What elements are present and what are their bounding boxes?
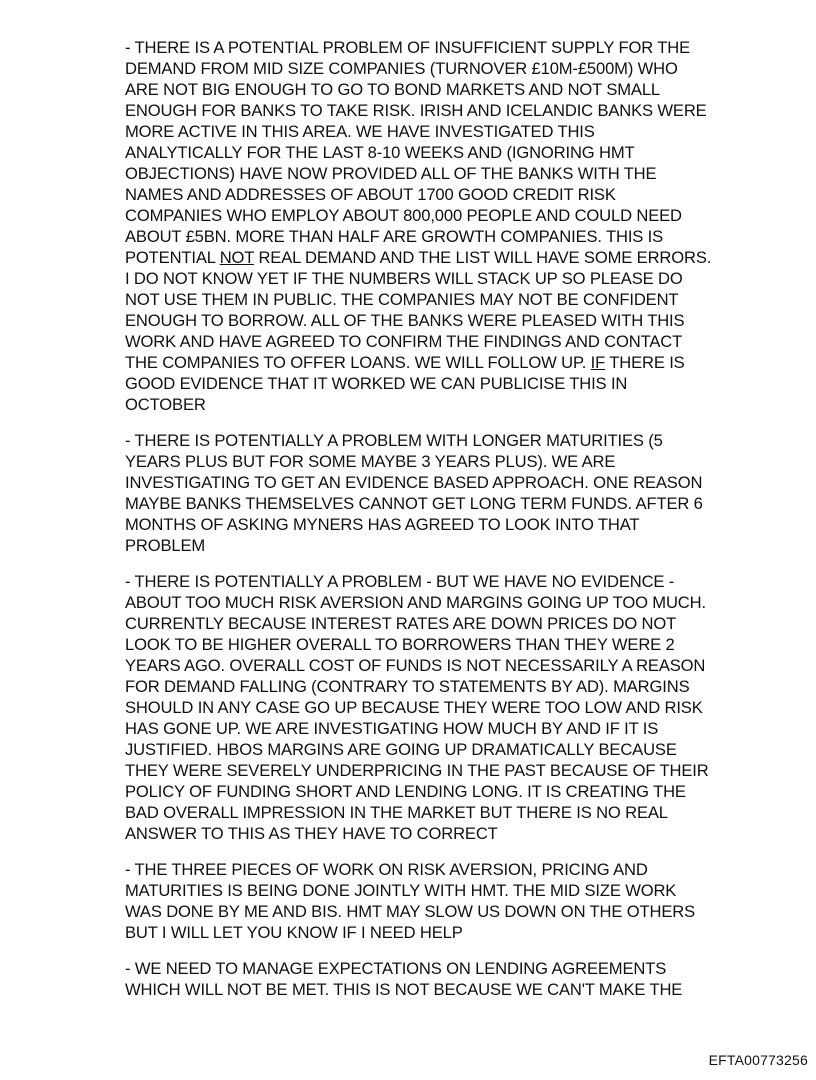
text-segment: POTENTIAL — [125, 248, 220, 267]
paragraph-joint-work-hmt — [125, 859, 785, 943]
text-line: NOT USE THEM IN PUBLIC. THE COMPANIES MAY NOT BE CONFIDENT — [125, 290, 679, 309]
text-line: JUSTIFIED. HBOS MARGINS ARE GOING UP DRAMATICALLY BECAUSE — [125, 740, 677, 759]
text-line: ENOUGH TO BORROW. ALL OF THE BANKS WERE PLEASED WITH THIS — [125, 311, 685, 330]
text-line: ABOUT £5BN. MORE THAN HALF ARE GROWTH COMPANIES. THIS IS — [125, 227, 664, 246]
text-line: WAS DONE BY ME AND BIS. HMT MAY SLOW US DOWN ON THE OTHERS — [125, 902, 696, 921]
text-segment: THERE IS — [605, 353, 685, 372]
text-line: INVESTIGATING TO GET AN EVIDENCE BASED APPROACH. ONE REASON — [125, 473, 703, 492]
text-line: COMPANIES WHO EMPLOY ABOUT 800,000 PEOPLE AND COULD NEED — [125, 206, 682, 225]
text-line: OCTOBER — [125, 395, 206, 414]
paragraph-risk-aversion — [125, 571, 785, 844]
text-line: OBJECTIONS) HAVE NOW PROVIDED ALL OF THE BANKS WITH THE — [125, 164, 657, 183]
text-line: THEY WERE SEVERELY UNDERPRICING IN THE PAST BECAUSE OF THEIR — [125, 761, 709, 780]
text-line: SHOULD IN ANY CASE GO UP BECAUSE THEY WERE TOO LOW AND RISK — [125, 698, 703, 717]
text-line: - THERE IS A POTENTIAL PROBLEM OF INSUFFICIENT SUPPLY FOR THE — [125, 38, 690, 57]
text-line: MAYBE BANKS THEMSELVES CANNOT GET LONG TERM FUNDS. AFTER 6 — [125, 494, 703, 513]
text-line: POLICY OF FUNDING SHORT AND LENDING LONG. IT IS CREATING THE — [125, 782, 686, 801]
text-line: HAS GONE UP. WE ARE INVESTIGATING HOW MUCH BY AND IF IT IS — [125, 719, 659, 738]
text-line: FOR DEMAND FALLING (CONTRARY TO STATEMENTS BY AD). MARGINS — [125, 677, 690, 696]
text-line: MORE ACTIVE IN THIS AREA. WE HAVE INVESTIGATED THIS — [125, 122, 595, 141]
text-line: BAD OVERALL IMPRESSION IN THE MARKET BUT THERE IS NO REAL — [125, 803, 668, 822]
text-line: ENOUGH FOR BANKS TO TAKE RISK. IRISH AND ICELANDIC BANKS WERE — [125, 101, 707, 120]
text-line: - THERE IS POTENTIALLY A PROBLEM WITH LONGER MATURITIES (5 — [125, 431, 663, 450]
text-line: YEARS PLUS BUT FOR SOME MAYBE 3 YEARS PLUS). WE ARE — [125, 452, 616, 471]
text-line: - THERE IS POTENTIALLY A PROBLEM - BUT WE HAVE NO EVIDENCE - — [125, 572, 675, 591]
paragraph-longer-maturities — [125, 430, 785, 556]
text-line: YEARS AGO. OVERALL COST OF FUNDS IS NOT NECESSARILY A REASON — [125, 656, 706, 675]
underlined-not: NOT — [219, 248, 254, 267]
text-line: WORK AND HAVE AGREED TO CONFIRM THE FINDINGS AND CONTACT — [125, 332, 683, 351]
text-line — [125, 247, 785, 268]
paragraph-manage-expectations — [125, 958, 785, 1000]
paragraph-mid-size-companies — [125, 37, 785, 415]
document-id-footer: EFTA00773256 — [708, 1052, 808, 1068]
text-segment: REAL DEMAND AND THE LIST WILL HAVE SOME ERRORS. — [253, 248, 712, 267]
text-line: ARE NOT BIG ENOUGH TO GO TO BOND MARKETS AND NOT SMALL — [125, 80, 660, 99]
text-line: MONTHS OF ASKING MYNERS HAS AGREED TO LOOK INTO THAT — [125, 515, 640, 534]
document-body — [125, 37, 785, 1015]
text-line: MATURITIES IS BEING DONE JOINTLY WITH HMT. THE MID SIZE WORK — [125, 881, 677, 900]
text-line — [125, 352, 785, 373]
text-line: BUT I WILL LET YOU KNOW IF I NEED HELP — [125, 923, 463, 942]
text-line: NAMES AND ADDRESSES OF ABOUT 1700 GOOD CREDIT RISK — [125, 185, 616, 204]
text-segment: THE COMPANIES TO OFFER LOANS. WE WILL FOLLOW UP. — [125, 353, 591, 372]
text-line: GOOD EVIDENCE THAT IT WORKED WE CAN PUBLICISE THIS IN — [125, 374, 628, 393]
text-line: ANALYTICALLY FOR THE LAST 8-10 WEEKS AND (IGNORING HMT — [125, 143, 635, 162]
text-line: LOOK TO BE HIGHER OVERALL TO BORROWERS THAN THEY WERE 2 — [125, 635, 675, 654]
text-line: CURRENTLY BECAUSE INTEREST RATES ARE DOWN PRICES DO NOT — [125, 614, 677, 633]
text-line: DEMAND FROM MID SIZE COMPANIES (TURNOVER £10M-£500M) WHO — [125, 59, 678, 78]
text-line: PROBLEM — [125, 536, 206, 555]
text-line: - WE NEED TO MANAGE EXPECTATIONS ON LENDING AGREEMENTS — [125, 959, 667, 978]
text-line: - THE THREE PIECES OF WORK ON RISK AVERSION, PRICING AND — [125, 860, 648, 879]
underlined-if: IF — [590, 353, 606, 372]
text-line: ABOUT TOO MUCH RISK AVERSION AND MARGINS GOING UP TOO MUCH. — [125, 593, 706, 612]
text-line: WHICH WILL NOT BE MET. THIS IS NOT BECAUSE WE CAN'T MAKE THE — [125, 980, 683, 999]
text-line: ANSWER TO THIS AS THEY HAVE TO CORRECT — [125, 824, 498, 843]
text-line: I DO NOT KNOW YET IF THE NUMBERS WILL STACK UP SO PLEASE DO — [125, 269, 683, 288]
